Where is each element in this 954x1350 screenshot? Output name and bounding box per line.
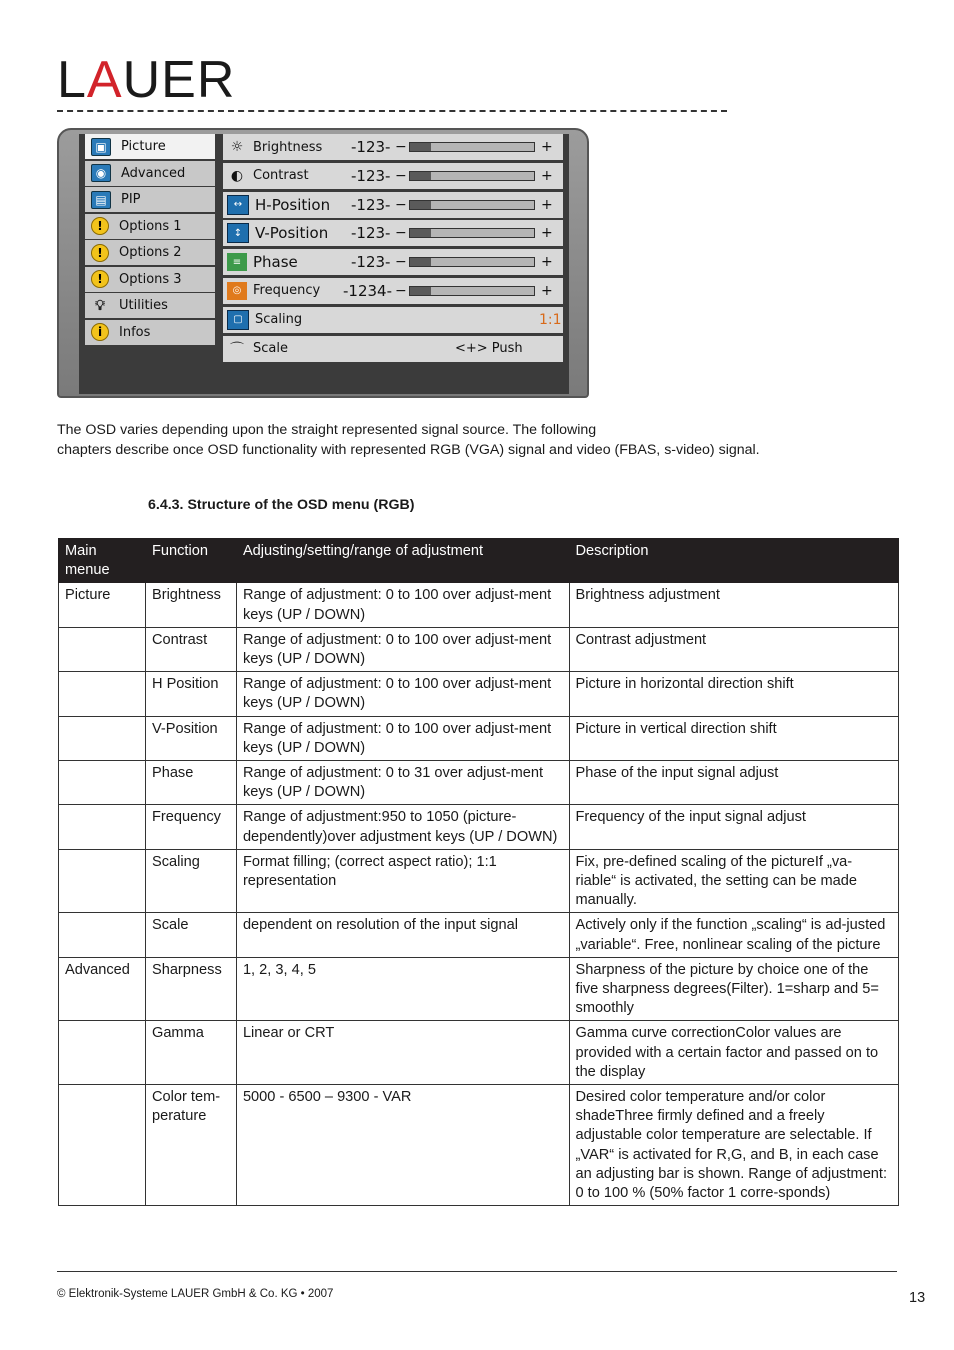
osd-param-contrast[interactable]: ◐ Contrast -123- − + — [223, 163, 563, 189]
curve-icon: ⌒ — [230, 341, 244, 358]
osd-param-v-position[interactable]: ↕ V-Position -123- − + — [223, 220, 563, 246]
osd-screenshot — [57, 128, 589, 398]
contrast-icon: ◐ — [230, 167, 244, 184]
table-cell: Contrast — [145, 627, 236, 671]
osd-menu-item-infos[interactable]: i Infos — [85, 320, 215, 345]
phase-slider[interactable] — [409, 257, 535, 267]
plus-icon[interactable]: + — [541, 282, 553, 299]
sun-icon: ☼ — [230, 139, 244, 155]
table-cell: 1, 2, 3, 4, 5 — [236, 957, 569, 1021]
table-cell — [59, 805, 146, 849]
table-cell: H Position — [145, 672, 236, 716]
osd-menu-item-advanced[interactable]: ◉ Advanced — [85, 161, 215, 186]
pip-icon: ▤ — [91, 191, 111, 209]
osd-menu-item-options-2[interactable]: ! Options 2 — [85, 240, 215, 265]
minus-icon[interactable]: − — [395, 254, 407, 271]
table-cell: Frequency of the input signal adjust — [569, 805, 898, 849]
osd-menu-item-utilities[interactable]: 💡︎ Utilities — [85, 293, 215, 318]
table-cell — [59, 716, 146, 760]
lauer-logo: LAUER — [57, 51, 236, 109]
table-cell — [59, 849, 146, 913]
monitor-advanced-icon: ◉ — [91, 164, 111, 182]
table-cell: Color tem-perature — [145, 1085, 236, 1206]
osd-param-scale[interactable]: ⌒ Scale <+> Push — [223, 336, 563, 362]
contrast-slider[interactable] — [409, 171, 535, 181]
table-cell: Range of adjustment: 0 to 100 over adjust-ment keys (UP / DOWN) — [236, 672, 569, 716]
table-cell: Scale — [145, 913, 236, 957]
table-cell — [59, 627, 146, 671]
h-position-slider[interactable] — [409, 200, 535, 210]
table-cell: Picture — [59, 583, 146, 627]
osd-param-phase[interactable]: ≡ Phase -123- − + — [223, 249, 563, 275]
table-cell — [59, 1021, 146, 1085]
column-header: Description — [569, 539, 898, 583]
warning-options-icon: ! — [91, 244, 109, 262]
warning-options-icon: ! — [91, 270, 109, 288]
header-divider — [57, 110, 727, 112]
section-heading: 6.4.3. Structure of the OSD menu (RGB) — [148, 497, 415, 513]
table-cell — [59, 672, 146, 716]
osd-param-frequency[interactable]: ◎ Frequency -1234- − + — [223, 278, 563, 304]
osd-panel — [79, 134, 569, 394]
table-row — [59, 672, 899, 716]
minus-icon[interactable]: − — [395, 282, 407, 299]
table-cell: Sharpness — [145, 957, 236, 1021]
table-cell: dependent on resolution of the input signal — [236, 913, 569, 957]
brightness-slider[interactable] — [409, 142, 535, 152]
table-cell: Contrast adjustment — [569, 627, 898, 671]
table-cell: Advanced — [59, 957, 146, 1021]
table-cell: Phase of the input signal adjust — [569, 761, 898, 805]
footer-copyright: © Elektronik-Systeme LAUER GmbH & Co. KG • 2007 — [57, 1288, 334, 1300]
osd-param-scaling[interactable]: ▢ Scaling 1:1 — [223, 307, 563, 333]
table-cell: V-Position — [145, 716, 236, 760]
table-row — [59, 583, 899, 627]
table-cell — [59, 1085, 146, 1206]
frequency-slider[interactable] — [409, 286, 535, 296]
warning-options-icon: ! — [91, 217, 109, 235]
plus-icon[interactable]: + — [541, 254, 553, 271]
h-position-icon: ↔ — [227, 195, 249, 215]
table-cell: Brightness — [145, 583, 236, 627]
osd-menu-item-pip[interactable]: ▤ PIP — [85, 187, 215, 212]
table-cell: Brightness adjustment — [569, 583, 898, 627]
minus-icon[interactable]: − — [395, 139, 407, 155]
plus-icon[interactable]: + — [541, 167, 553, 184]
table-cell: Gamma curve correctionColor values are provided with a certain factor and passed on to the display — [569, 1021, 898, 1085]
table-cell: Frequency — [145, 805, 236, 849]
plus-icon[interactable]: + — [541, 225, 553, 242]
table-cell: Gamma — [145, 1021, 236, 1085]
table-cell: Range of adjustment: 0 to 100 over adjust-ment keys (UP / DOWN) — [236, 627, 569, 671]
table-cell: Actively only if the function „scaling“ is ad-justed „variable“. Free, nonlinear scaling of the picture — [569, 913, 898, 957]
table-cell: Fix, pre-defined scaling of the pictureIf „va-riable“ is activated, the setting can be made manually. — [569, 849, 898, 913]
column-header: Main menue — [59, 539, 146, 583]
column-header: Adjusting/setting/range of adjustment — [236, 539, 569, 583]
scaling-icon: ▢ — [227, 310, 249, 330]
minus-icon[interactable]: − — [395, 225, 407, 242]
osd-main-menu — [85, 134, 215, 346]
table-cell: Range of adjustment:950 to 1050 (picture-dependently)over adjustment keys (UP / DOWN) — [236, 805, 569, 849]
minus-icon[interactable]: − — [395, 167, 407, 184]
table-cell: Picture in vertical direction shift — [569, 716, 898, 760]
scaling-ratio-value: 1:1 — [539, 311, 562, 328]
osd-param-brightness[interactable]: ☼ Brightness -123- − + — [223, 134, 563, 160]
plus-icon[interactable]: + — [541, 196, 553, 213]
table-cell: Sharpness of the picture by choice one of the five sharpness degrees(Filter). 1=sharp and 5= smoothly — [569, 957, 898, 1021]
table-header-row — [59, 539, 899, 583]
table-cell: Desired color temperature and/or color shadeThree firmly defined and a freely adjustable color temperature are selectable. If „VAR“ is activated for R,G, and B, in each case an adjusting bar is shown. Range of adjustment: 0 to 100 % (50% factor 1 corre-sponds) — [569, 1085, 898, 1206]
table-cell — [59, 913, 146, 957]
lightbulb-icon: 💡︎ — [95, 297, 105, 314]
table-row — [59, 957, 899, 1021]
table-cell: Range of adjustment: 0 to 100 over adjust-ment keys (UP / DOWN) — [236, 716, 569, 760]
v-position-slider[interactable] — [409, 228, 535, 238]
table-cell: Scaling — [145, 849, 236, 913]
info-icon: i — [91, 323, 109, 341]
table-row — [59, 716, 899, 760]
plus-icon[interactable]: + — [541, 139, 553, 155]
scale-push-hint: <+> Push — [455, 341, 523, 357]
v-position-icon: ↕ — [227, 223, 249, 243]
minus-icon[interactable]: − — [395, 196, 407, 213]
osd-param-h-position[interactable]: ↔ H-Position -123- − + — [223, 192, 563, 218]
osd-menu-item-options-1[interactable]: ! Options 1 — [85, 214, 215, 239]
frequency-icon: ◎ — [227, 282, 247, 300]
table-cell: Picture in horizontal direction shift — [569, 672, 898, 716]
footer-divider — [57, 1271, 897, 1272]
table-row — [59, 913, 899, 957]
monitor-picture-icon: ▣ — [91, 138, 111, 156]
table-row — [59, 805, 899, 849]
osd-menu-item-picture[interactable]: ▣ Picture — [85, 134, 215, 159]
osd-menu-item-options-3[interactable]: ! Options 3 — [85, 267, 215, 292]
table-cell: 5000 - 6500 – 9300 - VAR — [236, 1085, 569, 1206]
table-cell: Range of adjustment: 0 to 100 over adjust-ment keys (UP / DOWN) — [236, 583, 569, 627]
table-cell: Linear or CRT — [236, 1021, 569, 1085]
table-row — [59, 761, 899, 805]
table-cell: Phase — [145, 761, 236, 805]
osd-parameter-list — [223, 134, 563, 364]
table-row — [59, 849, 899, 913]
phase-icon: ≡ — [227, 253, 247, 271]
table-cell — [59, 761, 146, 805]
page-number: 13 — [909, 1290, 926, 1306]
column-header: Function — [145, 539, 236, 583]
table-cell: Range of adjustment: 0 to 31 over adjust-ment keys (UP / DOWN) — [236, 761, 569, 805]
table-row — [59, 1085, 899, 1206]
table-cell: Format filling; (correct aspect ratio); 1:1 representation — [236, 849, 569, 913]
table-row — [59, 627, 899, 671]
table-row — [59, 1021, 899, 1085]
osd-structure-table — [58, 538, 899, 1206]
intro-paragraph: The OSD varies depending upon the straight represented signal source. The following chapters describe once OSD functionality with represented RGB (VGA) signal and video (FBAS, s-video) signal. — [57, 422, 760, 458]
